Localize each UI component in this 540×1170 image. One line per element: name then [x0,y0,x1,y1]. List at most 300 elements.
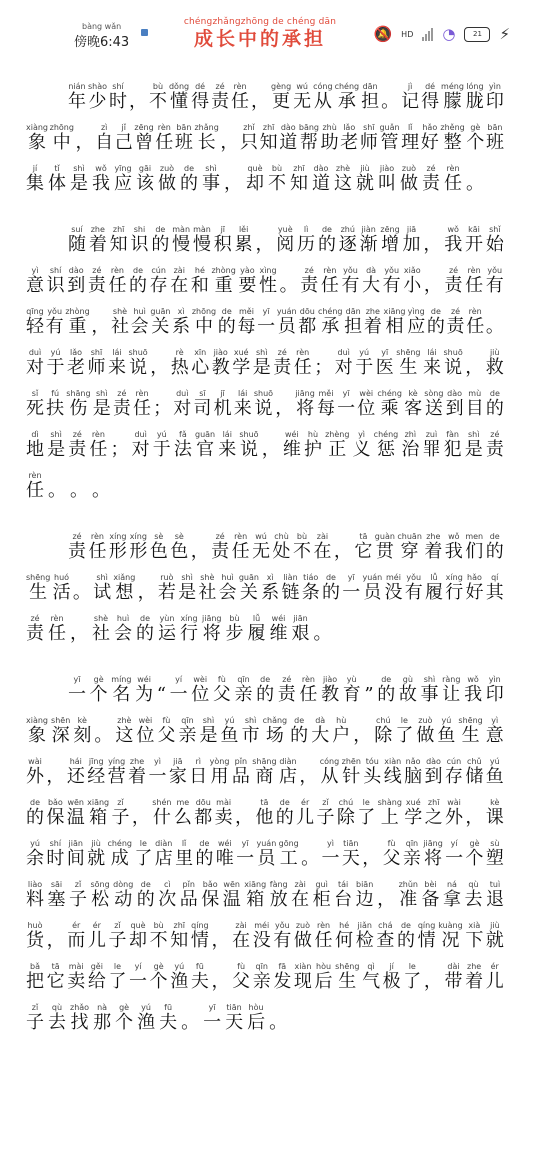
char-text: 法 [173,439,192,460]
char-text: 。 [466,173,484,194]
pinyin-annotation: zhù [320,123,339,132]
pinyin-annotation: rì [189,757,208,766]
pinyin-annotation: duì [26,348,44,357]
hanzi-char [314,348,332,379]
hanzi-char [466,82,484,113]
pinyin-annotation: wèi [136,716,155,725]
pinyin-annotation: guān [238,573,259,582]
hanzi-char [129,348,148,379]
hanzi-char [444,348,463,379]
hanzi-char [202,164,220,195]
pinyin-annotation: zé [422,164,440,173]
char-text: 一 [342,582,361,603]
pinyin-annotation: shì [241,716,260,725]
pinyin-annotation: yǒu [45,307,64,316]
hanzi-char [46,839,64,870]
hanzi-char [150,307,170,338]
char-text: 线 [383,766,402,787]
pinyin-annotation: de [217,307,236,316]
pinyin-annotation: zé [87,266,106,275]
hanzi-char [171,348,189,379]
pinyin-annotation: dé [191,82,210,91]
pinyin-annotation: le [357,798,376,807]
hanzi-char [93,573,111,604]
char-text: 热 [170,357,189,378]
char-text: 系 [172,316,191,337]
hanzi-char [201,880,219,911]
pinyin-annotation: bù [268,164,286,173]
hanzi-char [445,573,463,604]
hanzi-char [218,307,236,338]
hanzi-char [292,614,310,645]
char-text: 外 [445,807,464,828]
hanzi-char [236,839,254,870]
pinyin-annotation: zhì [401,430,420,439]
char-text: 唯 [215,848,234,869]
hanzi-char [445,532,463,563]
char-text: 保 [46,807,65,828]
hanzi-char [465,266,483,297]
char-text: 营 [107,766,126,787]
pinyin-annotation: lóng [465,82,484,91]
hanzi-char [334,164,352,195]
pinyin-annotation: de [321,573,340,582]
char-text: 胧 [465,91,484,112]
hanzi-char [445,757,463,788]
hanzi-char [340,123,358,154]
hanzi-char [356,880,374,911]
pinyin-annotation: wēn [222,880,241,889]
hanzi-char [403,266,421,297]
pinyin-annotation: jǐ [114,123,133,132]
char-text: 有 [45,316,64,337]
char-text: 父 [157,725,176,746]
hanzi-char [466,164,484,195]
char-text: 大 [362,275,381,296]
hanzi-char [381,82,399,113]
pinyin-annotation: xiǎng [113,573,136,582]
pinyin-annotation: men [465,532,484,541]
char-text: 个 [115,1012,134,1033]
hanzi-char [404,798,422,829]
char-text: 责 [485,439,504,460]
pinyin-annotation: huì [218,573,237,582]
hanzi-char [132,798,150,829]
pinyin-annotation [220,123,238,132]
char-text: 社 [92,623,110,644]
hanzi-char [256,675,274,706]
pinyin-annotation: tái [334,880,353,889]
pinyin-annotation: rèn [108,266,127,275]
char-text: 有 [341,275,360,296]
pinyin-annotation: pǐn [179,880,198,889]
hanzi-char [446,389,464,420]
char-text: 任 [231,541,250,562]
pinyin-annotation: shi [130,225,149,234]
char-text: 现 [293,971,312,992]
hanzi-char [255,225,273,256]
hanzi-char [422,880,440,911]
pinyin-annotation: shǐ [485,225,504,234]
pinyin-annotation: zì [95,123,114,132]
pinyin-annotation: shāng [252,757,277,766]
pinyin-annotation: le [403,962,422,971]
hanzi-char [189,757,207,788]
pinyin-annotation [47,921,65,930]
pinyin-annotation: dào [424,757,443,766]
hanzi-char [262,430,280,461]
char-text: 存 [149,275,168,296]
char-text: 品 [179,889,198,910]
pinyin-annotation [466,164,484,173]
pinyin-annotation: shè [111,307,129,316]
char-text: 一 [129,971,148,992]
hanzi-char [253,921,271,952]
char-text: 去 [464,889,483,910]
hanzi-char [276,225,294,256]
hanzi-char [214,389,232,420]
paragraph [26,215,504,502]
hanzi-char [211,532,229,563]
pinyin-annotation: shén [152,798,172,807]
hanzi-char [51,716,70,747]
char-text: 鱼 [485,766,504,787]
char-text: 教 [321,684,340,705]
hanzi-char [404,389,422,420]
pinyin-annotation: sè [149,532,168,541]
hanzi-char [424,532,442,563]
pinyin-annotation: lǎo [67,348,85,357]
pinyin-annotation: jì [401,82,420,91]
pinyin-annotation: rèn [444,164,462,173]
char-text: 承 [334,91,360,112]
hanzi-char [180,880,198,911]
hanzi-char [383,839,401,870]
pinyin-annotation: xiāng [87,798,110,807]
hanzi-char [211,82,229,113]
char-text: 鱼 [437,725,456,746]
hanzi-char [88,962,106,993]
char-text: 逐 [338,234,357,255]
char-text: 责 [446,316,465,337]
pinyin-annotation: chú [374,716,393,725]
pinyin-annotation: wéi [269,614,288,623]
pinyin-annotation: de [195,839,214,848]
char-text: ， [333,541,352,562]
char-text: 于 [355,357,374,378]
char-text: 着 [88,234,107,255]
hanzi-char [70,471,88,502]
hanzi-char [150,348,168,379]
hanzi-char [339,225,357,256]
hanzi-char [341,266,359,297]
char-text: 的 [396,930,415,951]
char-text: 义 [352,439,371,460]
hanzi-char [88,532,106,563]
char-text: 体 [48,173,66,194]
pinyin-annotation: huó [52,573,71,582]
hanzi-char [399,880,418,911]
char-text: 该 [136,173,154,194]
char-text: 印 [485,684,504,705]
hanzi-char [178,716,196,747]
pinyin-annotation: gōng [278,839,299,848]
pinyin-annotation: bù [148,82,167,91]
char-text: ， [91,316,110,337]
char-text: 学 [232,357,251,378]
hanzi-char [423,348,441,379]
pinyin-annotation: rèn [466,307,485,316]
char-text: 没 [252,930,271,951]
char-text: 何 [335,930,354,951]
pinyin-annotation: fàng [269,880,288,889]
char-text: 从 [313,91,333,112]
char-text: 识 [46,275,65,296]
text-line [26,952,504,993]
char-text: 让 [442,684,461,705]
char-text: 艰 [291,623,310,644]
char-text: 是 [70,173,88,194]
hanzi-char [486,348,504,379]
pinyin-annotation: zǐ [111,798,130,807]
pinyin-annotation: lǚ [424,573,443,582]
text-line [26,72,504,113]
hanzi-char [315,962,333,993]
hanzi-char [486,266,504,297]
hanzi-char [257,307,275,338]
hanzi-char [296,798,314,829]
hanzi-char [278,675,296,706]
char-text: ； [314,357,333,378]
char-text: 做 [158,173,176,194]
hanzi-char [244,880,266,911]
pinyin-annotation: yìng [407,307,426,316]
char-text: 社 [111,316,129,337]
pinyin-annotation: qù [48,1003,66,1012]
char-text: 商 [252,766,277,787]
hanzi-char [276,798,294,829]
char-text: 生 [26,582,51,603]
pinyin-annotation: gè [115,1003,134,1012]
pinyin-annotation: zǐ [108,921,127,930]
pinyin-annotation: xué [404,798,423,807]
hanzi-char [170,532,188,563]
pinyin-annotation: duì [173,389,192,398]
hanzi-char [153,430,171,461]
char-text: 的 [195,848,214,869]
hanzi-char [210,757,230,788]
pinyin-annotation: yì [352,430,371,439]
char-text: 任 [231,91,250,112]
hanzi-char [131,307,149,338]
hanzi-char [360,225,378,256]
char-text: 责 [68,439,87,460]
pinyin-annotation: yí [129,962,148,971]
pinyin-annotation: chéng [373,430,399,439]
hanzi-char [422,164,440,195]
pinyin-annotation: hǎo [420,123,439,132]
hanzi-char [383,962,401,993]
pinyin-annotation: shì [202,164,220,173]
char-text: 着 [465,971,484,992]
pinyin-annotation: dào [279,123,298,132]
char-text: 退 [485,889,504,910]
pinyin-annotation: de [485,532,504,541]
pinyin-annotation: yì [148,757,167,766]
char-text: 少 [87,91,108,112]
pinyin-annotation: chǔ [465,757,484,766]
hanzi-char [111,430,129,461]
pinyin-annotation [91,307,109,316]
char-text: 于 [152,439,171,460]
pinyin-annotation: xīn [191,348,210,357]
pinyin-annotation: què [129,921,148,930]
pinyin-annotation [269,1003,287,1012]
char-text: 儿 [87,930,106,951]
pinyin-annotation: diàn [278,757,297,766]
pinyin-annotation: shì [252,348,271,357]
pinyin-annotation: mài [67,962,86,971]
pinyin-annotation: lǎo [340,123,359,132]
pinyin-annotation: měi [316,389,335,398]
hanzi-char [356,921,374,952]
pinyin-annotation: de [180,164,198,173]
char-text: 班 [485,132,504,153]
pinyin-annotation: zhī [170,921,189,930]
pinyin-annotation: wēn [66,798,85,807]
hanzi-char [157,716,175,747]
hanzi-char [378,164,396,195]
pinyin-annotation: xíng [180,614,198,623]
pinyin-annotation: zé [68,430,87,439]
hanzi-char [212,348,230,379]
pinyin-annotation: zhe [128,757,147,766]
pinyin-annotation [314,348,332,357]
pinyin-annotation [381,82,399,91]
pinyin-annotation: guān [150,307,171,316]
hanzi-char [401,430,419,461]
pinyin-annotation: cóng [319,757,340,766]
hanzi-char [486,716,504,747]
pinyin-annotation: xiàn [383,757,402,766]
char-text: 气 [362,971,381,992]
hanzi-char [247,1003,265,1034]
hanzi-char [26,164,44,195]
hanzi-char [194,123,218,154]
char-text: 有 [273,930,292,951]
pinyin-annotation: hǎo [465,573,484,582]
hanzi-char [193,389,211,420]
char-text: ， [46,930,65,951]
pinyin-annotation: yuán [362,573,383,582]
pinyin-annotation: wǒ [92,164,110,173]
char-text: 。 [381,91,400,112]
char-text: ， [362,848,381,869]
char-text: 医 [375,357,394,378]
char-text: 集 [26,173,44,194]
hanzi-char [191,962,209,993]
hanzi-char [47,962,65,993]
hanzi-char [465,573,483,604]
pinyin-annotation: fú [46,389,65,398]
hanzi-char [95,123,113,154]
char-text: 有 [382,275,401,296]
pinyin-annotation: de [396,921,415,930]
char-text: 料 [26,889,44,910]
hanzi-char [68,675,86,706]
hanzi-char [313,880,331,911]
pinyin-annotation: zhe [424,532,443,541]
pinyin-annotation: de [151,225,170,234]
pinyin-annotation: zhǎo [70,1003,90,1012]
pinyin-annotation [111,430,129,439]
pinyin-annotation: xì [172,307,191,316]
hanzi-char [486,389,504,420]
hanzi-char [291,880,309,911]
hanzi-char [486,675,504,706]
pinyin-annotation: zài [313,532,332,541]
char-text: 位 [191,684,210,705]
hanzi-char [384,307,406,338]
text-line [26,113,504,154]
hanzi-char [427,307,445,338]
char-text: 知 [290,173,308,194]
pinyin-annotation: yǒu [341,266,360,275]
hanzi-char [322,573,340,604]
pinyin-annotation: zhè [334,164,352,173]
text-line [26,256,504,297]
hanzi-char [195,839,213,870]
hanzi-char [465,798,483,829]
hanzi-char [313,532,331,563]
hanzi-char [239,573,259,604]
pinyin-annotation: zhe [363,307,382,316]
hanzi-char [158,614,176,645]
char-text: 拿 [442,889,461,910]
hanzi-char [465,921,483,952]
pinyin-annotation [48,471,66,480]
char-text: 塞 [47,889,66,910]
pinyin-annotation: wú [252,532,271,541]
hanzi-char [312,164,330,195]
char-text: 链 [281,582,300,603]
hanzi-char [67,266,85,297]
pinyin-annotation: chú [336,798,355,807]
hanzi-char [445,266,463,297]
char-text: 后 [247,1012,266,1033]
text-line [26,747,504,788]
char-text: 正 [325,439,350,460]
hanzi-char [318,225,336,256]
char-text: 一 [337,398,356,419]
char-text: 。 [48,480,66,501]
pinyin-annotation: zǐ [316,798,335,807]
char-text: 会 [218,582,237,603]
char-text: 说 [253,398,274,419]
pinyin-annotation: shuō [253,389,274,398]
char-text: 的 [275,807,294,828]
hanzi-char [26,880,44,911]
pinyin-annotation: rèn [231,532,250,541]
char-text: ， [251,91,270,112]
char-text: 它 [46,971,65,992]
hanzi-char [225,1003,243,1034]
pinyin-annotation: shī [87,348,106,357]
char-text: 后 [314,971,333,992]
char-text: 对 [131,439,150,460]
hanzi-char [137,1003,155,1034]
title-pinyin: chéngzhǎngzhōng de chéng dān [183,17,337,27]
